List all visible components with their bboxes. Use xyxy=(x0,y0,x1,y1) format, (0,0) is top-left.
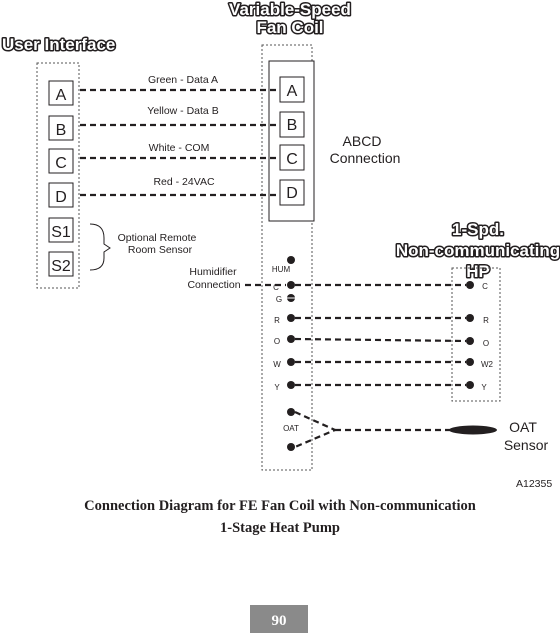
heat-pump-title-line3: HP xyxy=(466,262,490,281)
hp-o-label: O xyxy=(482,339,490,348)
fc-oat-label: OAT xyxy=(283,424,299,433)
ui-terminal-strip xyxy=(49,81,73,276)
hp-w2-terminal xyxy=(466,358,474,366)
fc-oat-terminal-2 xyxy=(287,443,295,451)
fc-terminal-c: C xyxy=(286,151,298,168)
oat-sensor-label-line1: OAT xyxy=(509,419,537,435)
wire-c-label: White - COM xyxy=(148,142,210,154)
ui-terminal-c: C xyxy=(55,155,67,172)
heat-pump-title-line1: 1-Spd. xyxy=(452,220,504,239)
fc-y-terminal xyxy=(287,381,295,389)
fc-c-terminal xyxy=(287,281,295,289)
abcd-connection-label-line1: ABCD xyxy=(342,133,382,149)
remote-sensor-label-line1: Optional Remote xyxy=(117,232,197,244)
hp-w2-label: W2 xyxy=(481,360,493,369)
ui-terminal-s2: S2 xyxy=(51,258,71,275)
page-number: 90 xyxy=(271,613,287,629)
wire-o-to-hp xyxy=(295,339,466,341)
fan-coil-title-line2: Fan Coil xyxy=(256,18,324,37)
heat-pump-title-line2: Non-communicating xyxy=(395,241,560,260)
wire-b-label: Yellow - Data B xyxy=(147,105,219,117)
remote-sensor-brace xyxy=(90,224,110,270)
ui-terminal-d: D xyxy=(55,189,67,206)
caption-line1: Connection Diagram for FE Fan Coil with Non-communication xyxy=(84,498,476,514)
hp-c-terminal xyxy=(466,281,474,289)
fc-y-label: Y xyxy=(274,383,280,392)
fc-o-label: O xyxy=(273,337,281,346)
fc-g-label: G xyxy=(275,295,283,304)
fc-r-terminal xyxy=(287,314,295,322)
user-interface-title: User Interface xyxy=(2,35,116,54)
fc-terminal-b: B xyxy=(286,117,298,134)
hp-r-terminal xyxy=(466,314,474,322)
hp-o-terminal xyxy=(466,337,474,345)
hp-r-label: R xyxy=(483,316,489,325)
hp-c-label: C xyxy=(482,282,488,291)
hp-y-terminal xyxy=(466,381,474,389)
fc-w-terminal xyxy=(287,358,295,366)
fc-oat-terminal-1 xyxy=(287,408,295,416)
remote-sensor-label-line2: Room Sensor xyxy=(127,244,193,256)
abcd-connection-label-line2: Connection xyxy=(329,150,401,166)
fc-terminal-a: A xyxy=(286,83,298,100)
fc-w-label: W xyxy=(273,360,281,369)
caption-line2: 1-Stage Heat Pump xyxy=(219,520,341,536)
hp-y-label: Y xyxy=(481,383,487,392)
oat-wire-pair xyxy=(295,412,335,447)
fc-o-terminal xyxy=(287,335,295,343)
fc-c-label: C xyxy=(273,283,279,292)
fan-coil-title-line1: Variable-Speed xyxy=(229,0,351,19)
humidifier-label-line2: Connection xyxy=(187,279,241,291)
ui-terminal-a: A xyxy=(55,87,67,104)
humidifier-label-line1: Humidifier xyxy=(189,266,237,278)
wire-a-label: Green - Data A xyxy=(147,74,219,86)
oat-sensor-label-line2: Sensor xyxy=(503,437,549,453)
ui-terminal-s1: S1 xyxy=(51,224,71,241)
figure-id: A12355 xyxy=(516,478,553,490)
heat-pump-enclosure xyxy=(452,268,500,401)
fc-r-label: R xyxy=(274,316,280,325)
fc-hum-label: HUM xyxy=(271,265,291,274)
fc-terminal-d: D xyxy=(286,185,298,202)
oat-sensor-probe xyxy=(449,426,497,435)
fc-hum-terminal xyxy=(287,256,295,264)
ui-terminal-b: B xyxy=(55,122,67,139)
wire-d-label: Red - 24VAC xyxy=(153,176,215,188)
